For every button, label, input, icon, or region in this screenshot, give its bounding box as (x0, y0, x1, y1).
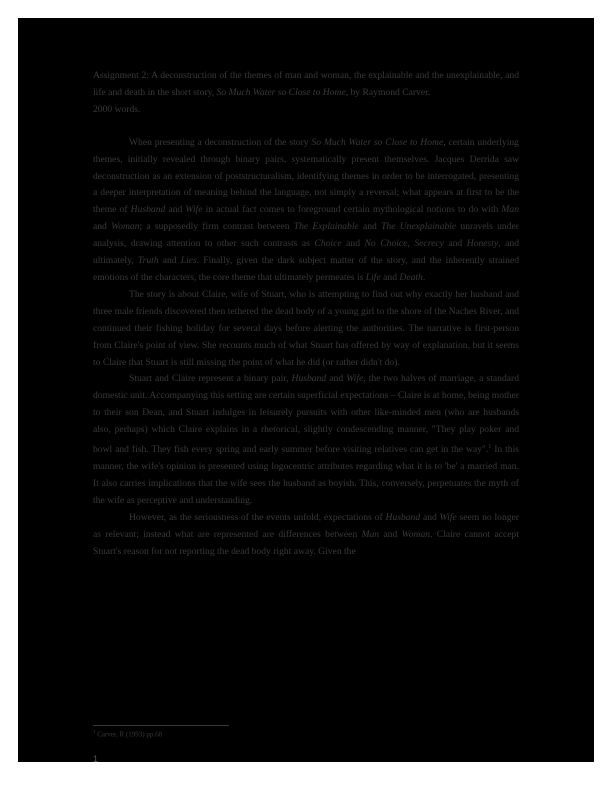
italic-term: Husband (130, 204, 166, 216)
footnote-text: Carver, R (1993) pp.68 (95, 730, 163, 739)
italic-term: Husband (291, 373, 327, 385)
paragraph-4 (93, 510, 519, 561)
text-run: and (341, 238, 365, 250)
paragraph-1 (93, 135, 519, 287)
text-run: and (379, 528, 402, 540)
text-run: When presenting a deconstruction of the story (129, 136, 312, 148)
footnote-marker: 1 (93, 730, 96, 735)
text-run: and (443, 238, 467, 250)
text-run: and (326, 373, 347, 385)
text-run: In this manner, the wife's opinion is presented using logocentric attributes regarding what it is to 'be' a married man. It also carries implications that the wife sees the husband as boyish. This, conversely, perpetuates the myth of the wife as perceptive and understanding. (93, 444, 519, 506)
text-run: and (93, 221, 112, 233)
text-run: and (158, 255, 181, 267)
text-run: in actual fact comes to foreground certain mythological notions to do with (202, 204, 502, 216)
essay-body (93, 135, 519, 561)
text-run: , the two halves of marriage, a standard domestic unit. Accompanying this setting are certain superficial expectations – Claire is at home, being mother to their son Dean, and Stuart indulges in leisurely pursuits with other like-minded men (who are husbands also, perhaps) which Claire explains in a rhetorical, slightly condescending manner, "They play poker and bowl and fish. They fish every spring and early summer before visiting relatives can get in the way". (93, 373, 520, 456)
italic-term: Honesty (466, 238, 499, 250)
italic-term: No Choice (364, 238, 408, 250)
text-run: seem no longer as relevant; instead what are represented are differences between (93, 511, 519, 540)
italic-term: So Much Water so Close to Home, (311, 136, 446, 148)
title-text: Assignment 2: A deconstruction of the themes of man and woman, the explainable and the unexplainable, and life and death in the short story, (93, 70, 519, 98)
assignment-title (93, 68, 519, 102)
italic-term: Husband (385, 511, 421, 523)
italic-term: Woman (111, 221, 140, 233)
italic-term: Truth (137, 255, 159, 267)
italic-term: The Explainable (293, 221, 359, 233)
assignment-header (93, 68, 519, 119)
text-run: unravels under analysis, drawing attention to other such contrasts as (93, 221, 519, 250)
italic-term: Woman (401, 528, 431, 540)
italic-term: The Unexplainable (381, 221, 457, 233)
text-run: . (422, 271, 426, 283)
page-number: 1 (93, 754, 99, 762)
text-run: The story is about Claire, wife of Stuart, who is attempting to find out why exactly her husband and three male friends discovered then tethered the dead body of a young girl to the shore of the Naches River, and continued their fishing holiday for several days before alerting the authorities. The narrative is first-person from Claire's point of view. She recounts much of what Stuart has offered by way of explanation, but it seems to Claire that Stuart is still missing the point of what he did (or rather didn't do). (93, 288, 519, 368)
text-run: certain underlying themes, initially revealed through binary pairs, systematically present themselves. Jacques Derrida saw deconstruction as an extension of poststructuralism, identifying themes in order to be interrogated, presenting a deeper interpretation of meaning behind the language, not simply a reversal; what appears at first to be the theme of (93, 136, 519, 216)
text-run: , and ultimately, (93, 238, 519, 267)
paragraph-2 (93, 287, 519, 372)
italic-term: Lies (180, 255, 197, 267)
text-run: . Claire cannot accept Stuart's reason for not reporting the dead body right away. Given the (93, 528, 519, 557)
text-run: and (358, 221, 382, 233)
text-run: and (380, 271, 400, 283)
text-run: ; a supposedly firm contrast between (139, 221, 294, 233)
italic-term: Death (399, 271, 423, 283)
italic-term: Secrecy (414, 238, 444, 250)
text-run: , (407, 238, 415, 250)
footnote-reference: 1 (488, 444, 492, 451)
text-run: However, as the seriousness of the events unfold, expectations of (129, 511, 386, 523)
document-page (18, 18, 594, 762)
italic-term: Wife (346, 373, 364, 385)
word-count: 2000 words. (93, 103, 141, 115)
italic-term: Choice (314, 238, 342, 250)
title-author: by Raymond Carver. (348, 86, 431, 98)
italic-term: Wife (185, 204, 203, 216)
text-run: Stuart and Claire represent a binary pair, (129, 373, 292, 385)
italic-term: Life (365, 271, 381, 283)
story-title: So Much Water so Close to Home, (216, 86, 349, 98)
italic-term: Wife (439, 511, 457, 523)
document-content (93, 68, 519, 561)
paragraph-3 (93, 371, 519, 509)
footnote (93, 730, 162, 738)
text-run: and (165, 204, 186, 216)
italic-term: Man (361, 528, 380, 540)
text-run: . Finally, given the dark subject matter of the story, and the inherently strained emotions of the characters, the core theme that ultimately permeates is (93, 255, 520, 283)
text-run: and (420, 511, 440, 523)
footnote-divider (93, 725, 229, 726)
italic-term: Man (501, 204, 519, 216)
